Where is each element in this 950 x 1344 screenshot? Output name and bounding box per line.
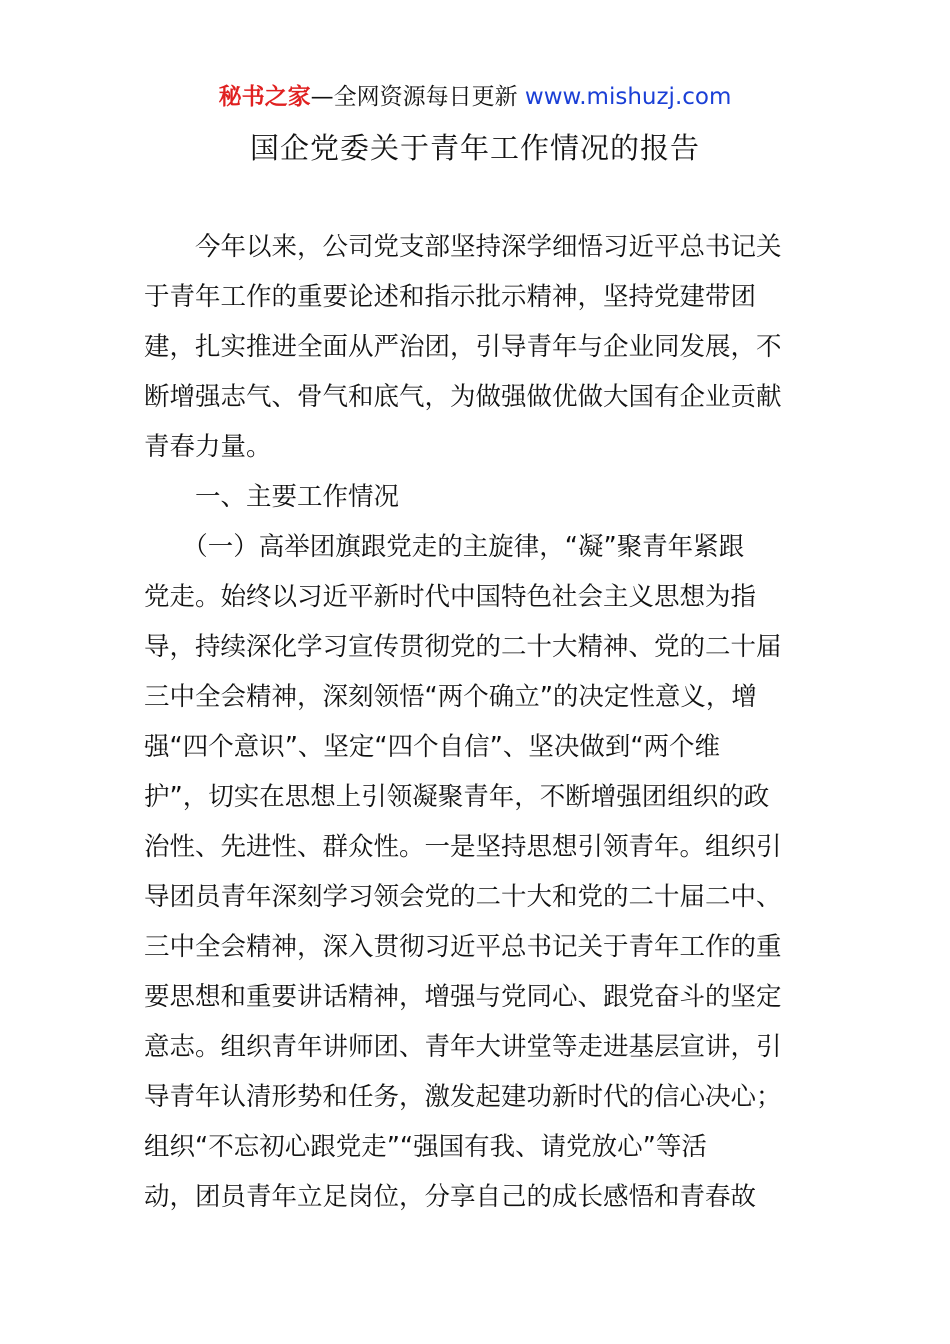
text-line: 青春力量。 — [144, 432, 272, 462]
site-tagline: —全网资源每日更新 — [310, 84, 518, 110]
text-line: 治性、先进性、群众性。一是坚持思想引领青年。组织引 — [144, 832, 782, 862]
text-line: 于青年工作的重要论述和指示批示精神，坚持党建带团 — [144, 282, 757, 312]
text-line: 今年以来，公司党支部坚持深学细悟习近平总书记关 — [144, 232, 782, 262]
text-line: 建，扎实推进全面从严治团，引导青年与企业同发展，不 — [144, 332, 782, 362]
section-heading — [144, 472, 808, 522]
text-line: 意志。组织青年讲师团、青年大讲堂等走进基层宣讲，引 — [144, 1032, 782, 1062]
site-url-link[interactable]: www.mishuzj.com — [524, 84, 732, 110]
text-line: 护”，切实在思想上引领凝聚青年，不断增强团组织的政 — [144, 782, 770, 812]
text-line: 导，持续深化学习宣传贯彻党的二十大精神、党的二十届 — [144, 632, 782, 662]
section-heading-text: 一、主要工作情况 — [144, 482, 400, 512]
text-line: 断增强志气、骨气和底气，为做强做优做大国有企业贡献 — [144, 382, 782, 412]
text-line: 党走。始终以习近平新时代中国特色社会主义思想为指 — [144, 582, 757, 612]
text-line: 三中全会精神，深刻领悟“两个确立”的决定性意义，增 — [144, 682, 757, 712]
text-line: 三中全会精神，深入贯彻习近平总书记关于青年工作的重 — [144, 932, 782, 962]
site-brand: 秘书之家 — [218, 84, 311, 110]
text-line: 要思想和重要讲话精神，增强与党同心、跟党奋斗的坚定 — [144, 982, 782, 1012]
body-paragraph — [144, 522, 808, 1222]
site-header — [0, 82, 950, 112]
intro-paragraph — [144, 222, 808, 472]
text-line: 动，团员青年立足岗位，分享自己的成长感悟和青春故 — [144, 1182, 757, 1212]
document-title: 国企党委关于青年工作情况的报告 — [249, 131, 700, 165]
text-line: （一）高举团旗跟党走的主旋律，“凝”聚青年紧跟 — [144, 532, 745, 562]
text-line: 强“四个意识”、坚定“四个自信”、坚决做到“两个维 — [144, 732, 721, 762]
text-line: 导团员青年深刻学习领会党的二十大和党的二十届二中、 — [144, 882, 782, 912]
text-line: 导青年认清形势和任务，激发起建功新时代的信心决心； — [144, 1082, 782, 1112]
text-line: 组织“不忘初心跟党走”“强国有我、请党放心”等活 — [144, 1132, 707, 1162]
